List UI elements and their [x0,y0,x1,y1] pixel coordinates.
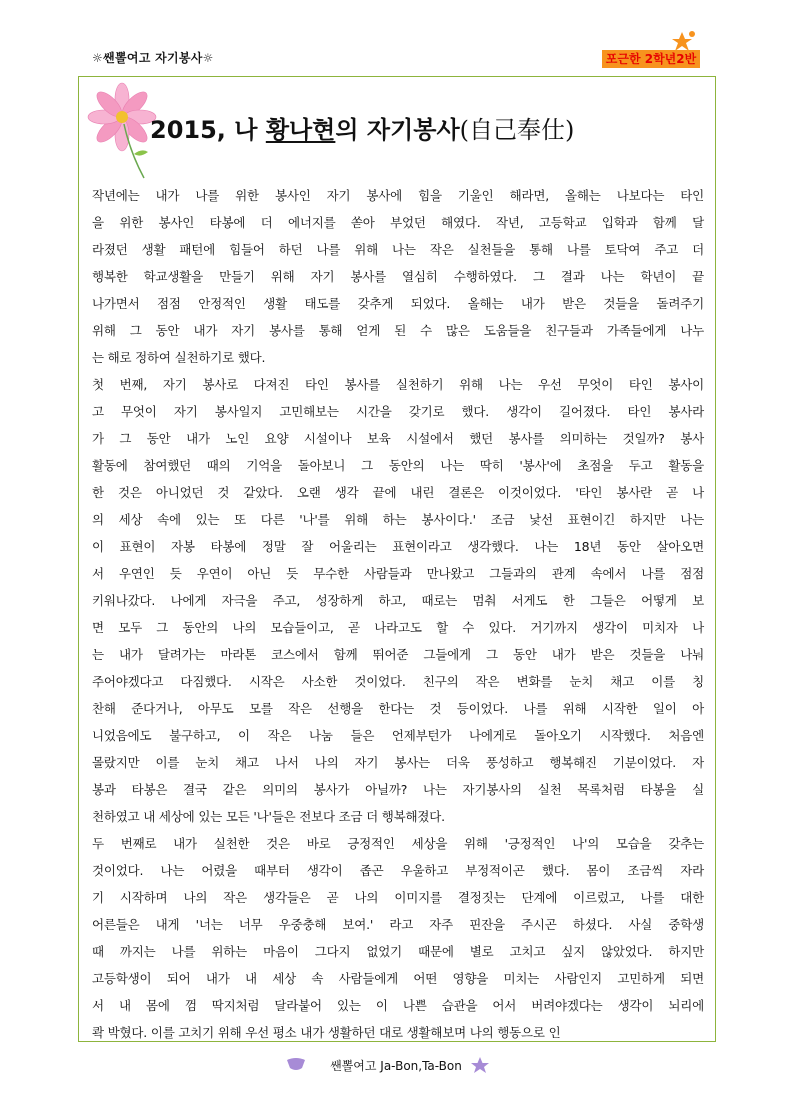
body-line: 니었음에도 불구하고, 이 작은 나눔 들은 언제부턴가 나에게로 돌아오기 시작했다. 처음엔 [92,728,704,743]
body-line: 는 해로 정하여 실천하기로 했다. [92,350,266,365]
star-decoration-icon [470,1056,490,1074]
title-middle: 의 자기봉사 [335,116,460,144]
header-class-badge: 포근한 2학년2반 [602,50,700,68]
body-line: 의 세상 속에 있는 또 다른 '나'를 위해 하는 봉사이다.' 조금 낯선 표현이긴 하지만 나는 [92,512,704,527]
body-line: 두 번째로 내가 실천한 것은 바로 긍정적인 세상을 위해 '긍정적인 나'의 모습을 갖추는 [92,836,704,851]
body-line: 면 모두 그 동안의 나의 모습들이고, 곧 나라고도 할 수 있다. 거기까지 생각이 미치자 나 [92,620,704,635]
body-line: 활동에 참여했던 때의 기억을 돌아보니 그 동안의 나는 딱히 '봉사'에 초점을 두고 활동을 [92,458,704,473]
body-line: 나가면서 점점 안정적인 생활 태도를 갖추게 되었다. 올해는 내가 받은 것들을 돌려주기 [92,296,704,311]
body-line: 봉과 타봉은 결국 같은 의미의 봉사가 아닐까? 나는 자기봉사의 실천 목록처럼 타봉을 실 [92,782,704,797]
footer-label: 쌘뽈여고 Ja-Bon,Ta-Bon [330,1059,462,1073]
title-author-name: 황나현 [265,116,336,144]
body-line: 고 무엇이 자기 봉사일지 고민해보는 시간을 갖기로 했다. 생각이 길어졌다. 타인 봉사라 [92,404,704,419]
body-line: 이 표현이 자봉 타봉에 정말 잘 어울리는 표현이라고 생각했다. 나는 18년 동안 살아오면 [92,539,704,554]
body-line: 어른들은 내게 '너는 너무 우중충해 보여.' 라고 자주 핀잔을 주시곤 하셨다. 사실 중학생 [92,917,704,932]
body-line: 위해 그 동안 내가 자기 봉사를 통해 얻게 된 수 많은 도움들을 친구들과 가족들에게 나누 [92,323,704,338]
body-line: 키워나갔다. 나에게 자극을 주고, 성장하게 하고, 때로는 멈춰 서게도 한 그들은 어떻게 보 [92,593,704,608]
header-school-label: ☼쌘뽈여고 자기봉사☼ [92,51,214,65]
body-line: 한 것은 아니었던 것 같았다. 오랜 생각 끝에 내린 결론은 이것이었다. '타인 봉사란 곧 나 [92,485,704,500]
body-line: 행복한 학교생활을 만들기 위해 자기 봉사를 열심히 수행하였다. 그 결과 나는 학년이 끝 [92,269,704,284]
body-line: 서 우연인 듯 우연이 아닌 듯 무수한 사람들과 만나왔고 그들과의 관계 속에서 나를 점점 [92,566,704,581]
body-line: 것이었다. 나는 어렸을 때부터 생각이 좁곤 우울하고 부정적이곤 했다. 몸이 조금씩 자라 [92,863,704,878]
body-line: 을 위한 봉사인 타봉에 더 에너지를 쏟아 부었던 해였다. 작년, 고등학교 입학과 함께 달 [92,215,704,230]
body-line: 천하였고 내 세상에 있는 모든 '나'들은 전보다 조금 더 행복해졌다. [92,809,445,824]
body-line: 몰랐지만 이를 눈치 채고 나서 나의 자기 봉사는 더욱 풍성하고 행복해진 기분이었다. 자 [92,755,704,770]
body-line: 는 내가 달려가는 마라톤 코스에서 함께 뛰어준 그들에게 그 동안 내가 받은 것들을 나눠 [92,647,704,662]
body-line: 첫 번째, 자기 봉사로 다져진 타인 봉사를 실천하기 위해 나는 우선 무엇이 타인 봉사이 [92,377,704,392]
body-line: 고등학생이 되어 내가 내 세상 속 사람들에게 어떤 영향을 미치는 사람인지 고민하게 되면 [92,971,704,986]
body-line: 라졌던 생활 패턴에 힘들어 하던 나를 위해 나는 작은 실천들을 통해 나를 토닥여 주고 더 [92,242,704,257]
body-line: 가 그 동안 내가 노인 요양 시설이나 보육 시설에서 했던 봉사를 의미하는 것일까? 봉사 [92,431,704,446]
body-line: 기 시작하며 나의 작은 생각들은 곧 나의 이미지를 결정짓는 단계에 이르렀고, 나를 대한 [92,890,704,905]
title-prefix: 2015, 나 [150,116,266,144]
body-line: 찬해 준다거나, 아무도 모를 작은 선행을 한다는 것 등이었다. 나를 위해 시작한 일이 아 [92,701,704,716]
body-line: 작년에는 내가 나를 위한 봉사인 자기 봉사에 힘을 기울인 해라면, 올해는 나보다는 타인 [92,188,704,203]
title-hanja: (自己奉仕) [459,116,575,144]
body-line: 서 내 몸에 껌 딱지처럼 달라붙어 있는 이 나쁜 습관을 어서 버려야겠다는 생각이 뇌리에 [92,998,704,1013]
body-line: 콱 박혔다. 이를 고치기 위해 우선 평소 내가 생활하던 대로 생활해보며 나의 행동으로 인 [92,1025,561,1040]
essay-body [92,182,704,1046]
body-line: 때 까지는 나를 위하는 마음이 그다지 없었기 때문에 별로 고치고 싶지 않았었다. 하지만 [92,944,704,959]
page-title [150,110,574,145]
body-line: 주어야겠다고 다짐했다. 시작은 사소한 것이었다. 친구의 작은 변화를 눈치 채고 이를 칭 [92,674,704,689]
